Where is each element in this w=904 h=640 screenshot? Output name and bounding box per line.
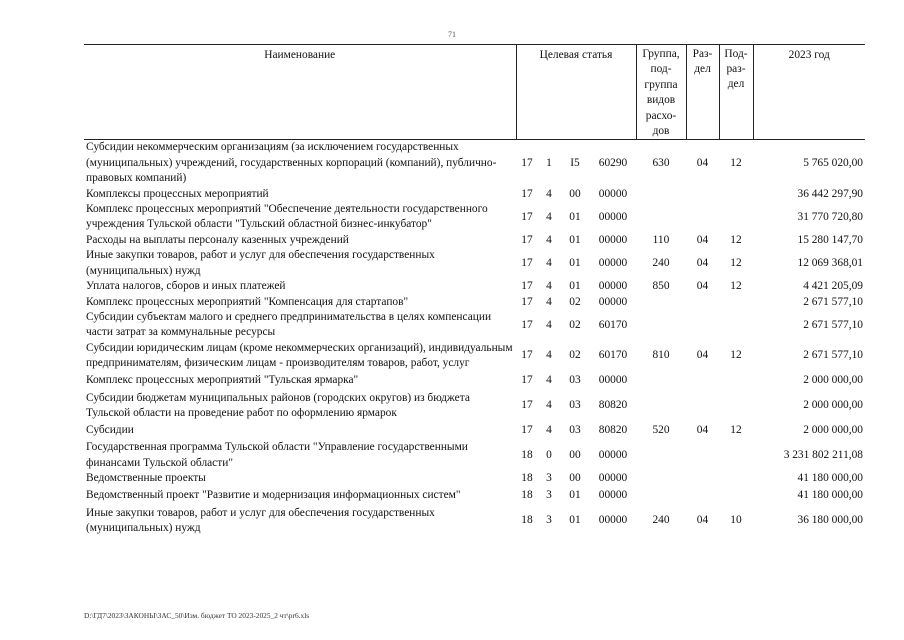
amount-2023: 2 671 577,10 [803, 295, 863, 308]
code-part-1: 17 [521, 187, 533, 200]
expense-group [636, 295, 686, 310]
row-name: Ведомственные проекты [86, 472, 206, 485]
table-row [84, 487, 865, 506]
table-row [84, 471, 865, 486]
razdel: 04 [696, 514, 709, 527]
code-part-1: 18 [521, 489, 533, 502]
code-part-3: 01 [569, 256, 581, 269]
code-part-3: 03 [569, 399, 581, 412]
code-part-1: 17 [521, 256, 533, 269]
code-part-1: 17 [521, 280, 533, 293]
code-part-3: 00 [569, 472, 581, 485]
code-part-3: 01 [569, 489, 581, 502]
code-part-4: 00000 [598, 449, 628, 462]
code-part-1: 17 [521, 424, 533, 437]
code-part-2: 1 [546, 156, 552, 169]
code-part-1: 17 [521, 156, 533, 169]
amount-2023: 3 231 802 211,08 [783, 449, 863, 462]
code-part-3: 00 [569, 449, 581, 462]
row-name: Ведомственный проект "Развитие и модернизация информационных систем" [86, 489, 461, 502]
code-part-1: 17 [521, 399, 533, 412]
code-part-3: 03 [569, 424, 581, 437]
razdel: 04 [696, 156, 709, 169]
header-year: 2023 год [753, 45, 865, 140]
table-row [84, 372, 865, 391]
code-part-2: 4 [546, 295, 552, 308]
row-name: Комплекс процессных мероприятий "Компенсация для стартапов" [86, 295, 409, 308]
code-part-1: 17 [521, 233, 533, 246]
expense-group [636, 310, 686, 341]
table-row [84, 202, 865, 233]
code-part-1: 18 [521, 449, 533, 462]
razdel [686, 187, 719, 202]
code-part-2: 4 [546, 399, 552, 412]
code-part-2: 4 [546, 210, 552, 223]
page-number: 71 [448, 30, 456, 39]
amount-2023: 36 180 000,00 [797, 514, 863, 527]
razdel [686, 295, 719, 310]
code-part-1: 17 [521, 295, 533, 308]
table-row [84, 248, 865, 279]
code-part-3: 01 [569, 233, 581, 246]
razdel: 04 [696, 280, 709, 293]
expense-group: 110 [652, 233, 670, 246]
podrazdel: 12 [730, 256, 742, 269]
podrazdel [719, 202, 753, 233]
podrazdel [719, 295, 753, 310]
expense-group: 240 [652, 256, 670, 269]
razdel: 04 [696, 256, 709, 269]
expense-group [636, 372, 686, 391]
amount-2023: 2 000 000,00 [803, 399, 863, 412]
row-name: Уплата налогов, сборов и иных платежей [86, 280, 286, 293]
table-row [84, 187, 865, 202]
amount-2023: 12 069 368,01 [797, 256, 863, 269]
code-part-2: 4 [546, 349, 552, 362]
razdel [686, 440, 719, 471]
amount-2023: 2 671 577,10 [803, 318, 863, 331]
code-part-2: 4 [546, 233, 552, 246]
code-part-1: 18 [521, 472, 533, 485]
razdel [686, 471, 719, 486]
header-target-article: Целевая статья [516, 45, 636, 140]
code-part-3: 02 [569, 349, 581, 362]
expense-group [636, 202, 686, 233]
code-part-2: 4 [546, 187, 552, 200]
code-part-4: 60290 [598, 156, 628, 169]
podrazdel: 10 [730, 514, 742, 527]
code-part-4: 60170 [598, 349, 628, 362]
table-body [84, 140, 865, 536]
row-name: Иные закупки товаров, работ и услуг для обеспечения государственных (муниципальных) нужд [86, 249, 435, 277]
podrazdel: 12 [730, 280, 742, 293]
razdel: 04 [696, 424, 709, 437]
amount-2023: 2 000 000,00 [803, 424, 863, 437]
table-row [84, 279, 865, 294]
code-part-2: 4 [546, 374, 552, 387]
podrazdel [719, 471, 753, 486]
code-part-2: 0 [546, 449, 552, 462]
row-name: Расходы на выплаты персоналу казенных учреждений [86, 233, 349, 246]
row-name: Субсидии субъектам малого и среднего предпринимательства в целях компенсации части затрат за коммунальные ресурсы [86, 310, 492, 339]
podrazdel: 12 [730, 424, 742, 437]
expense-group [636, 187, 686, 202]
podrazdel [719, 372, 753, 391]
code-part-1: 17 [521, 318, 533, 331]
table-row [84, 341, 865, 372]
expense-group: 850 [652, 280, 670, 293]
podrazdel [719, 391, 753, 422]
footer-file-path: D:\ГД7\2023\ЗАКОНЫ\ЗАС_50\Изм. бюджет ТО 2023-2025_2 чт\pr6.xls [84, 611, 310, 620]
code-part-2: 3 [546, 472, 552, 485]
table-header-row [84, 45, 865, 140]
amount-2023: 41 180 000,00 [797, 472, 863, 485]
expense-group: 240 [652, 514, 670, 527]
expense-group [636, 440, 686, 471]
row-name: Комплекс процессных мероприятий "Тульская ярмарка" [86, 374, 359, 387]
code-part-4: 00000 [598, 210, 628, 223]
code-part-3: 01 [569, 210, 581, 223]
code-part-4: 00000 [598, 256, 628, 269]
row-name: Комплекс процессных мероприятий "Обеспечение деятельности государственного учреждения Тульской области "Тульский областной бизнес-инкубатор" [86, 203, 488, 231]
table-row [84, 310, 865, 341]
code-part-2: 3 [546, 514, 552, 527]
expense-group [636, 487, 686, 506]
amount-2023: 31 770 720,80 [797, 210, 863, 223]
code-part-2: 3 [546, 489, 552, 502]
row-name: Субсидии [86, 424, 134, 437]
header-podrazdel: Под- раз- дел [719, 45, 753, 140]
amount-2023: 15 280 147,70 [797, 233, 863, 246]
code-part-2: 4 [546, 318, 552, 331]
row-name: Иные закупки товаров, работ и услуг для обеспечения государственных (муниципальных) нужд [86, 506, 435, 534]
code-part-3: I5 [570, 156, 580, 169]
header-name: Наименование [84, 45, 516, 140]
amount-2023: 5 765 020,00 [803, 156, 863, 169]
row-name: Государственная программа Тульской области "Управление государственными финансами Тульской области" [86, 441, 468, 469]
code-part-3: 02 [569, 318, 581, 331]
amount-2023: 41 180 000,00 [797, 489, 863, 502]
podrazdel: 12 [730, 156, 742, 169]
code-part-3: 02 [569, 295, 581, 308]
row-name: Субсидии бюджетам муниципальных районов (городских округов) из бюджета Тульской области на проведение работ по оформлению ярмарок [86, 391, 470, 419]
amount-2023: 2 671 577,10 [803, 349, 863, 362]
code-part-3: 00 [569, 187, 581, 200]
amount-2023: 2 000 000,00 [803, 374, 863, 387]
podrazdel [719, 487, 753, 506]
table-row [84, 421, 865, 440]
razdel [686, 487, 719, 506]
code-part-4: 60170 [598, 318, 628, 331]
code-part-4: 00000 [598, 472, 628, 485]
expense-group: 810 [652, 349, 670, 362]
code-part-1: 17 [521, 210, 533, 223]
header-razdel: Раз- дел [686, 45, 719, 140]
code-part-4: 00000 [598, 374, 628, 387]
amount-2023: 36 442 297,90 [797, 187, 863, 200]
expense-group: 630 [652, 156, 670, 169]
table-row [84, 506, 865, 537]
code-part-4: 00000 [598, 295, 628, 308]
podrazdel [719, 310, 753, 341]
expense-group [636, 471, 686, 486]
podrazdel [719, 440, 753, 471]
podrazdel [719, 187, 753, 202]
table-row [84, 233, 865, 248]
row-name: Субсидии некоммерческим организациям (за исключением государственных (муниципальных) учреждений, государственных корпораций (компаний), публично-правовых компаний) [86, 141, 497, 185]
table-row [84, 295, 865, 310]
razdel: 04 [696, 349, 709, 362]
row-name: Комплексы процессных мероприятий [86, 187, 269, 200]
table-row [84, 140, 865, 187]
code-part-4: 00000 [598, 280, 628, 293]
code-part-3: 01 [569, 280, 581, 293]
razdel [686, 372, 719, 391]
code-part-2: 4 [546, 256, 552, 269]
code-part-1: 18 [521, 514, 533, 527]
code-part-4: 00000 [598, 514, 628, 527]
code-part-4: 00000 [598, 489, 628, 502]
expense-group [636, 391, 686, 422]
code-part-3: 03 [569, 374, 581, 387]
amount-2023: 4 421 205,09 [803, 280, 863, 293]
code-part-3: 01 [569, 514, 581, 527]
code-part-1: 17 [521, 349, 533, 362]
expense-group: 520 [652, 424, 670, 437]
code-part-4: 80820 [598, 424, 628, 437]
code-part-4: 00000 [598, 233, 628, 246]
razdel: 04 [696, 233, 709, 246]
code-part-2: 4 [546, 424, 552, 437]
row-name: Субсидии юридическим лицам (кроме некоммерческих организаций), индивидуальным предпринимателям, физическим лицам - производителям товаров, работ, услуг [86, 341, 513, 370]
budget-table [84, 44, 865, 536]
razdel [686, 202, 719, 233]
code-part-1: 17 [521, 374, 533, 387]
podrazdel: 12 [730, 349, 742, 362]
code-part-2: 4 [546, 280, 552, 293]
header-group: Группа, под- группа видов расхо- дов [636, 45, 686, 140]
table-row [84, 391, 865, 422]
code-part-4: 80820 [598, 399, 628, 412]
podrazdel: 12 [730, 233, 742, 246]
code-part-4: 00000 [598, 187, 628, 200]
table-row [84, 440, 865, 471]
razdel [686, 391, 719, 422]
razdel [686, 310, 719, 341]
